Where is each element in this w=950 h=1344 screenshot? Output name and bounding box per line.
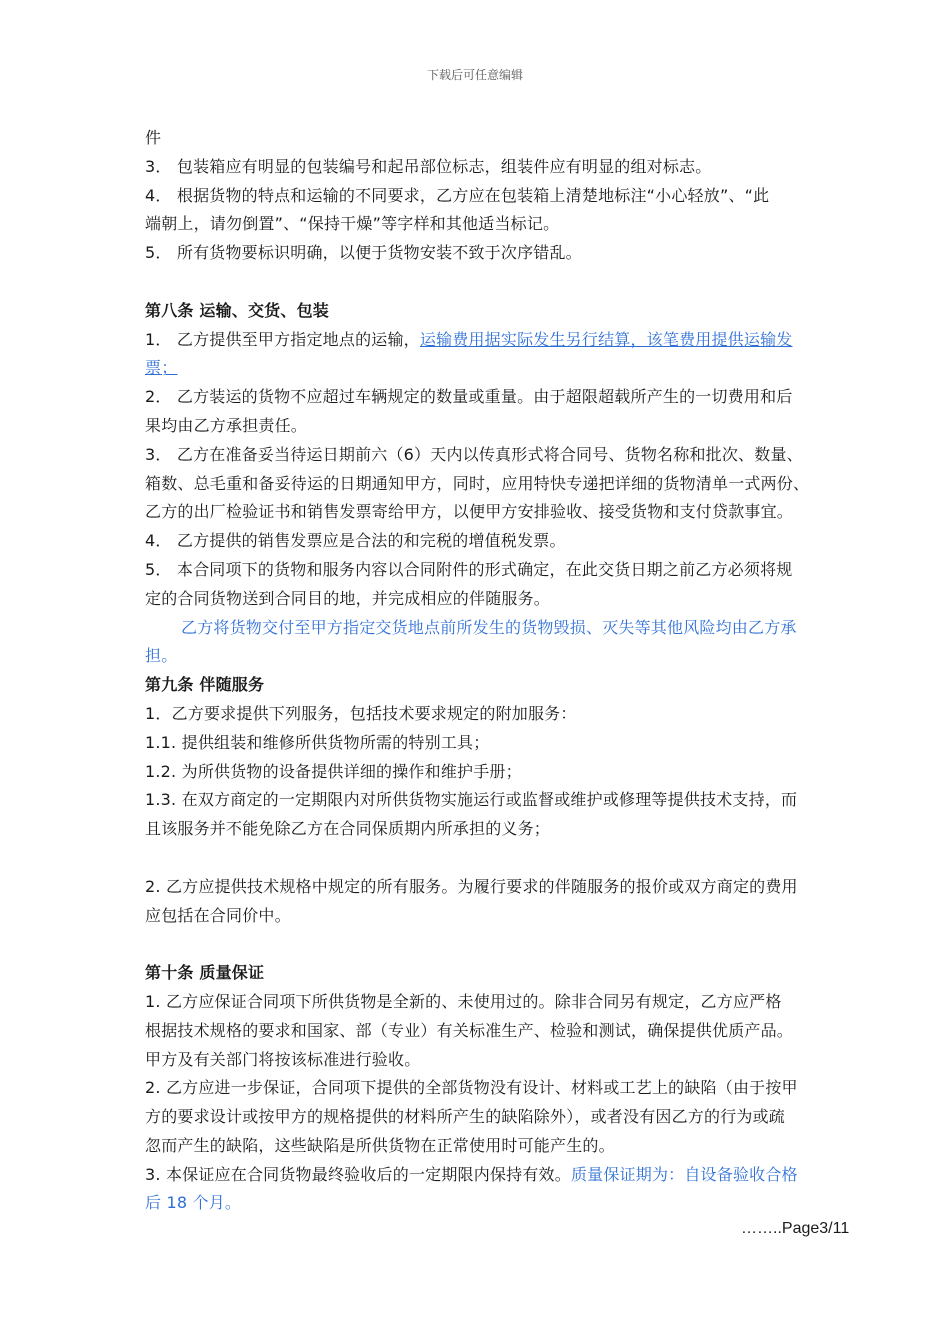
highlighted-text: 后 18 个月。 bbox=[145, 1193, 242, 1213]
highlighted-text: 票； bbox=[145, 358, 178, 378]
paragraph-line: 2. 乙方应提供技术规格中规定的所有服务。为履行要求的伴随服务的报价或双方商定的费用 bbox=[145, 876, 798, 896]
paragraph-line: 2． 乙方装运的货物不应超过车辆规定的数量或重量。由于超限超载所产生的一切费用和后 bbox=[145, 387, 793, 407]
paragraph-line: 端朝上，请勿倒置”、“保持干燥”等字样和其他适当标记。 bbox=[145, 214, 560, 234]
spacer bbox=[145, 930, 875, 959]
highlighted-text: 质量保证期为：自设备验收合格 bbox=[570, 1164, 798, 1184]
item-text: 1． 乙方提供至甲方指定地点的运输， bbox=[145, 329, 420, 349]
paragraph-line: 1.3. 在双方商定的一定期限内对所供货物实施运行或监督或维护或修理等提供技术支持，而 bbox=[145, 790, 798, 810]
section-heading: 第九条 伴随服务 bbox=[145, 675, 265, 695]
paragraph-line: 5． 所有货物要标识明确，以便于货物安装不致于次序错乱。 bbox=[145, 243, 582, 263]
paragraph-line: 根据技术规格的要求和国家、部（专业）有关标准生产、检验和测试，确保提供优质产品。 bbox=[145, 1020, 794, 1040]
paragraph-line bbox=[145, 326, 875, 355]
page-number: ……..Page3/11 bbox=[741, 1220, 850, 1237]
highlighted-text: 运输费用据实际发生另行结算，该笔费用提供运输发 bbox=[419, 329, 793, 349]
paragraph-line: 件 bbox=[145, 128, 162, 147]
spacer bbox=[145, 268, 875, 297]
highlighted-text: 担。 bbox=[145, 646, 178, 666]
section-heading: 第八条 运输、交货、包装 bbox=[145, 300, 329, 320]
paragraph-line bbox=[145, 1161, 875, 1190]
paragraph-line: 箱数、总毛重和备妥待运的日期通知甲方，同时，应用特快专递把详细的货物清单一式两份、 bbox=[145, 473, 810, 493]
paragraph-line: 甲方及有关部门将按该标准进行验收。 bbox=[145, 1049, 421, 1069]
item-text: 3. 本保证应在合同货物最终验收后的一定期限内保持有效。 bbox=[145, 1164, 571, 1184]
paragraph-line: 3． 包装箱应有明显的包装编号和起吊部位标志，组装件应有明显的组对标志。 bbox=[145, 156, 712, 176]
paragraph-line: 方的要求设计或按甲方的规格提供的材料所产生的缺陷除外），或者没有因乙方的行为或疏 bbox=[145, 1107, 786, 1127]
paragraph-line: 应包括在合同价中。 bbox=[145, 905, 291, 925]
paragraph-line: 乙方的出厂检验证书和销售发票寄给甲方，以便甲方安排验收、接受货物和支付贷款事宜。 bbox=[145, 502, 794, 522]
paragraph-line: 定的合同货物送到合同目的地，并完成相应的伴随服务。 bbox=[145, 588, 551, 608]
paragraph-line: 4． 乙方提供的销售发票应是合法的和完税的增值税发票。 bbox=[145, 531, 566, 551]
paragraph-line: 果均由乙方承担责任。 bbox=[145, 415, 308, 435]
paragraph-line: 4． 根据货物的特点和运输的不同要求，乙方应在包装箱上清楚地标注“小心轻放”、“此 bbox=[145, 185, 770, 205]
paragraph-line: 3． 乙方在准备妥当待运日期前六（6）天内以传真形式将合同号、货物名称和批次、数量、 bbox=[145, 444, 803, 464]
page-header: 下载后可任意编辑 bbox=[426, 68, 523, 82]
paragraph-line: 忽而产生的缺陷，这些缺陷是所供货物在正常使用时可能产生的。 bbox=[145, 1135, 615, 1155]
section-heading: 第十条 质量保证 bbox=[145, 963, 265, 983]
spacer bbox=[145, 844, 875, 873]
paragraph-line: 1．乙方要求提供下列服务，包括技术要求规定的附加服务： bbox=[145, 703, 577, 723]
highlighted-text: 乙方将货物交付至甲方指定交货地点前所发生的货物毁损、灭失等其他风险均由乙方承 bbox=[181, 617, 797, 637]
document-body bbox=[145, 124, 875, 1218]
paragraph-line: 5． 本合同项下的货物和服务内容以合同附件的形式确定，在此交货日期之前乙方必须将规 bbox=[145, 559, 793, 579]
paragraph-line: 1. 乙方应保证合同项下所供货物是全新的、未使用过的。除非合同另有规定，乙方应严格 bbox=[145, 991, 782, 1011]
paragraph-line: 且该服务并不能免除乙方在合同保质期内所承担的义务； bbox=[145, 819, 551, 839]
paragraph-line: 2. 乙方应进一步保证，合同项下提供的全部货物没有设计、材料或工艺上的缺陷（由于按甲 bbox=[145, 1078, 798, 1098]
paragraph-line: 1.1. 提供组装和维修所供货物所需的特别工具； bbox=[145, 732, 490, 752]
paragraph-line: 1.2. 为所供货物的设备提供详细的操作和维护手册； bbox=[145, 761, 522, 781]
